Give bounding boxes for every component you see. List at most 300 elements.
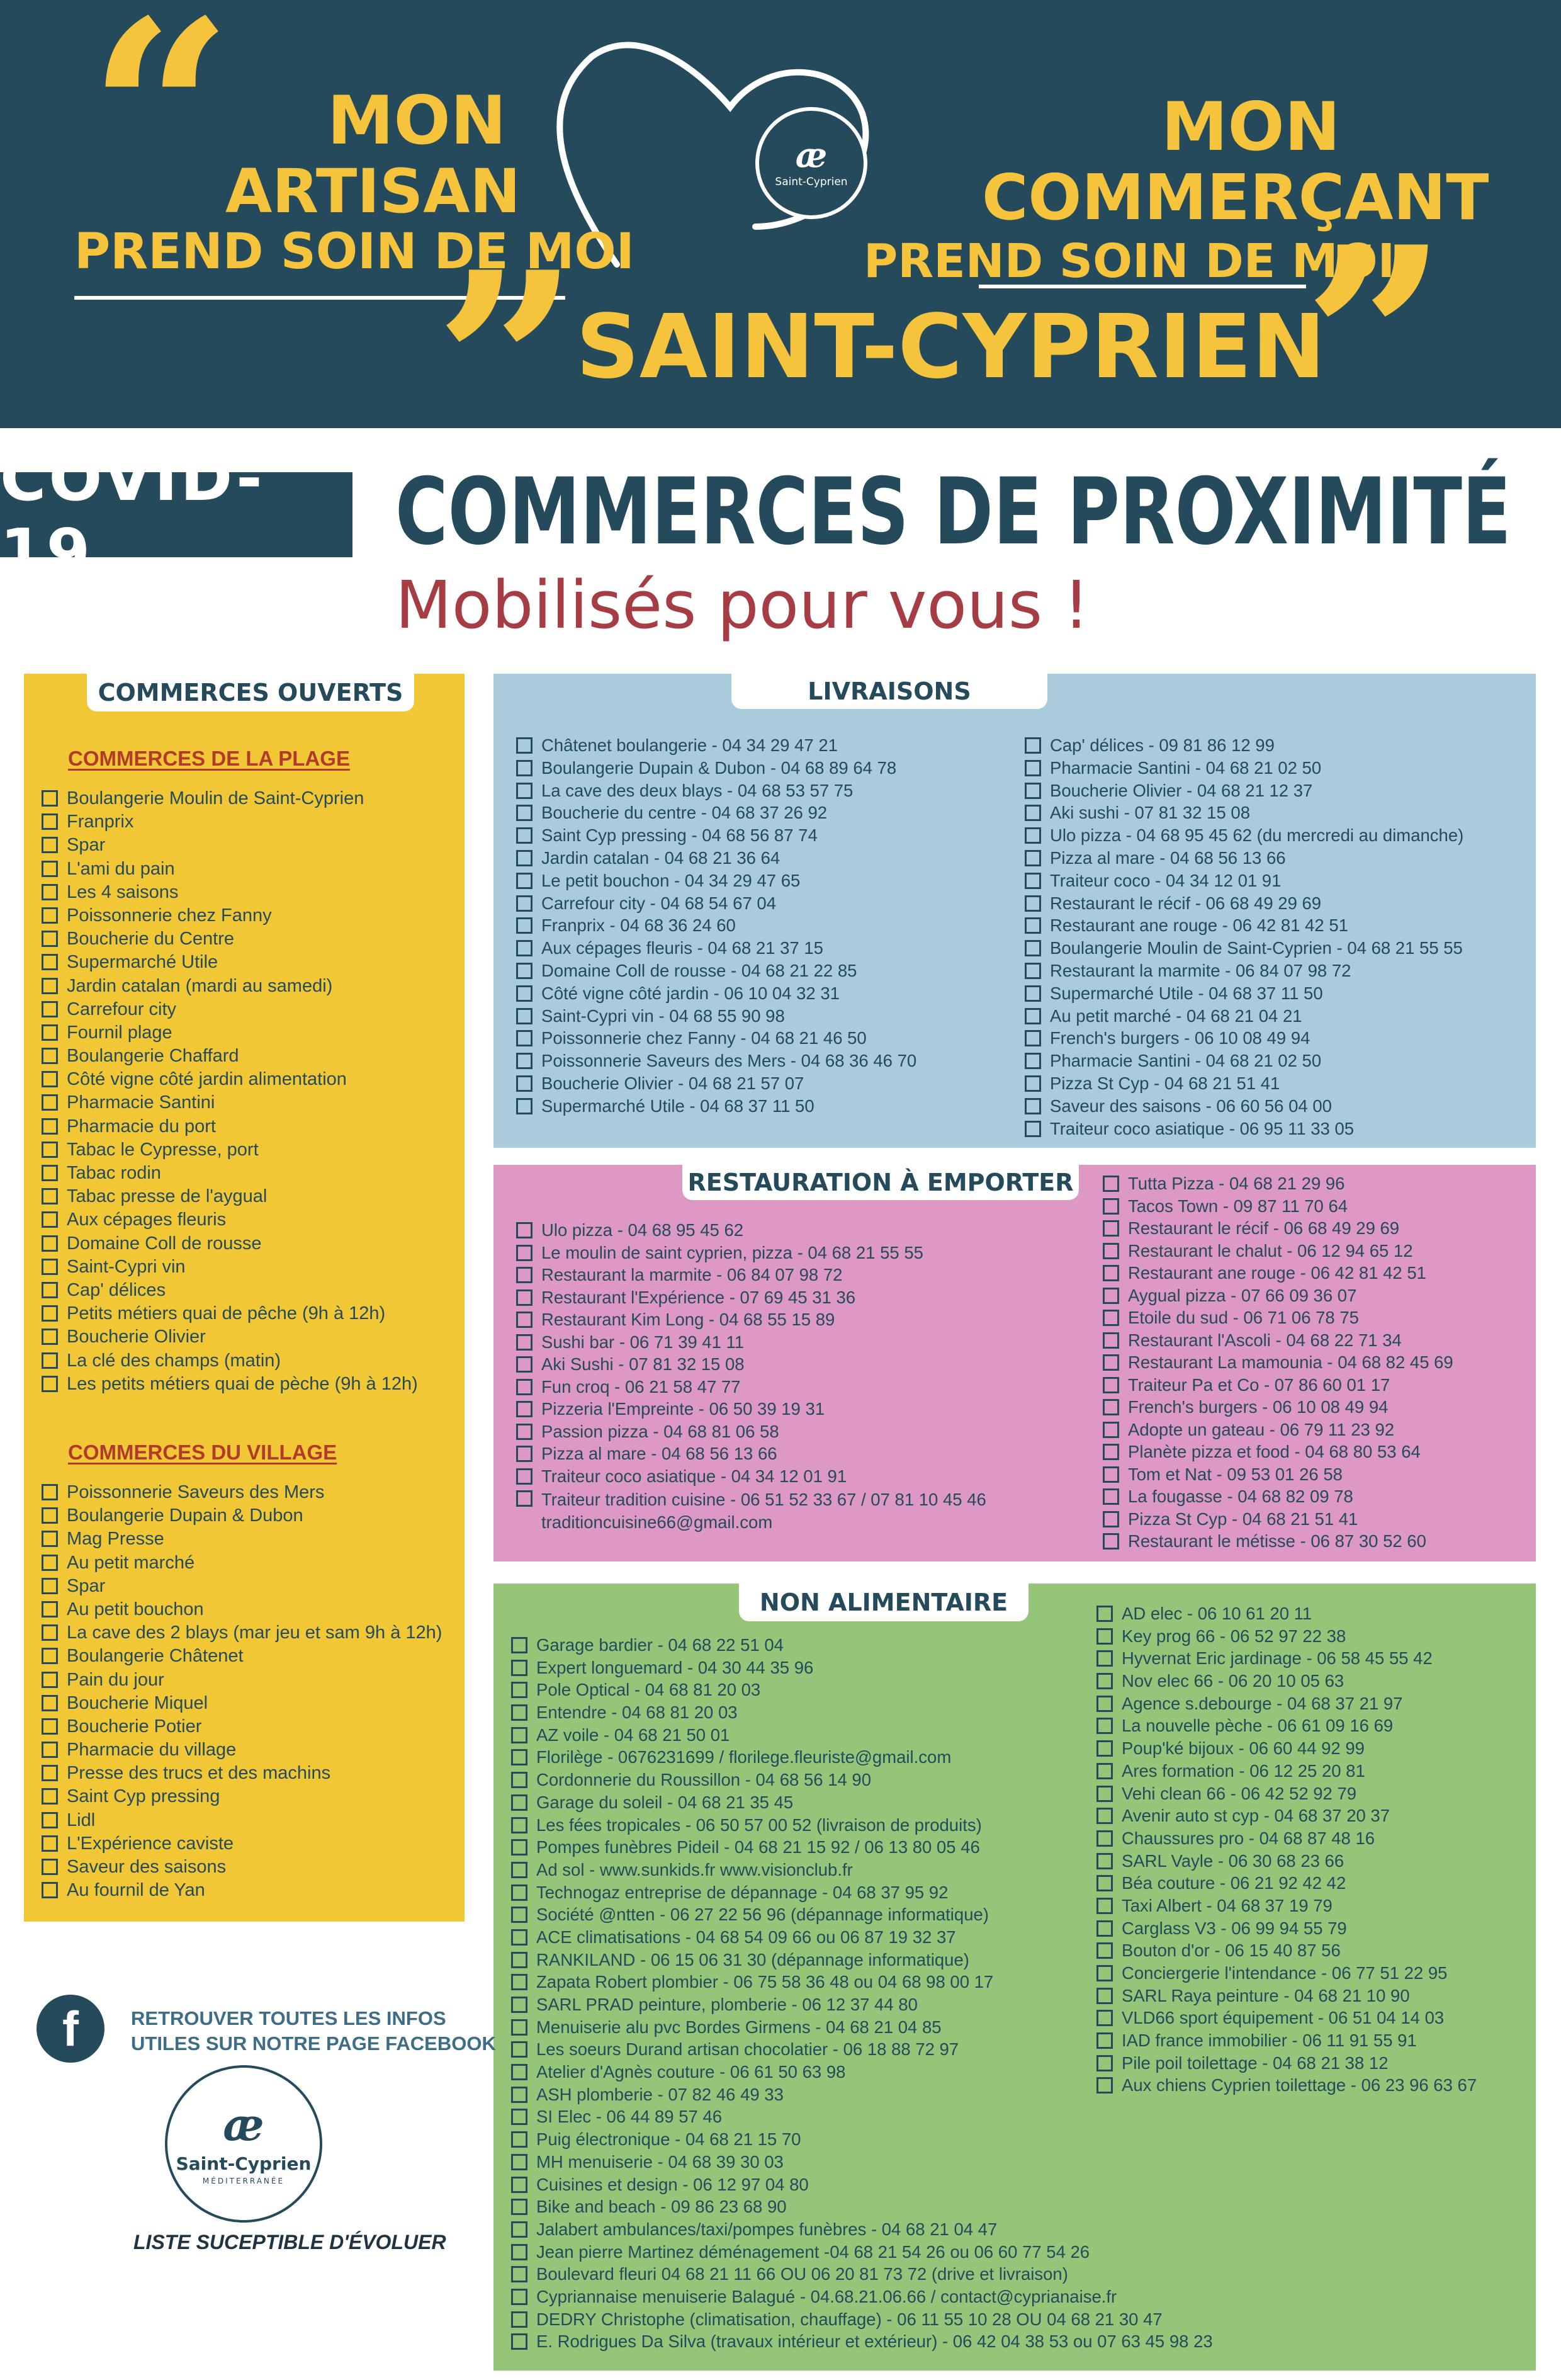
list-item-label: Cordonnerie du Roussillon - 04 68 56 14 90 [536, 1770, 872, 1790]
checkbox-icon[interactable] [511, 2199, 527, 2215]
checkbox-icon[interactable] [511, 1727, 527, 1743]
list-item-label: Pizza St Cyp - 04 68 21 51 41 [1128, 1509, 1358, 1529]
list-item [516, 871, 916, 893]
checkbox-icon[interactable] [516, 1053, 533, 1069]
checkbox-icon[interactable] [516, 1098, 533, 1114]
list-item-label: Bouton d'or - 06 15 40 87 56 [1122, 1941, 1341, 1961]
list-item-label: Aux cépages fleuris - 04 68 21 37 15 [541, 938, 823, 958]
checkbox-icon[interactable] [42, 1507, 58, 1524]
checkbox-icon[interactable] [1025, 1075, 1041, 1092]
list-item [1025, 825, 1463, 848]
checkbox-icon[interactable] [511, 2087, 527, 2103]
checkbox-icon[interactable] [42, 1211, 58, 1228]
list-item-label: Boulangerie Chaffard [67, 1046, 239, 1067]
checkbox-icon[interactable] [511, 1794, 527, 1811]
list-item [511, 2129, 1213, 2152]
checkbox-icon[interactable] [516, 1490, 533, 1507]
list-item-label: La cave des deux blays - 04 68 53 57 75 [541, 780, 854, 800]
checkbox-icon[interactable] [511, 2131, 527, 2148]
checkbox-icon[interactable] [1096, 1696, 1113, 1712]
checkbox-icon[interactable] [1103, 1198, 1119, 1215]
checkbox-icon[interactable] [42, 1142, 58, 1158]
list-item [1025, 1096, 1463, 1119]
checkbox-icon[interactable] [511, 2177, 527, 2193]
list-item [1096, 1918, 1477, 1941]
checkbox-icon[interactable] [1025, 737, 1041, 754]
checkbox-icon[interactable] [516, 1289, 533, 1306]
list-item-label: Pizza al mare - 04 68 56 13 66 [1050, 847, 1286, 868]
list-item-label: Boulangerie Dupain & Dubon - 04 68 89 64 78 [541, 757, 897, 778]
list-item [1096, 2053, 1477, 2076]
checkbox-icon[interactable] [1103, 1399, 1119, 1415]
facebook-icon[interactable]: f [37, 1995, 104, 2063]
checkbox-icon[interactable] [42, 1812, 58, 1828]
list-item [42, 1163, 418, 1186]
checkbox-icon[interactable] [42, 1118, 58, 1135]
list-item [42, 999, 418, 1023]
checkbox-icon[interactable] [1025, 783, 1041, 799]
checkbox-icon[interactable] [1025, 1053, 1041, 1069]
list-item-label: Cypriannaise menuiserie Balagué - 04.68.21.06.66 / contact@cyprianaise.fr [536, 2286, 1117, 2306]
list-item-label: Saveur des saisons [67, 1857, 227, 1877]
list-item [42, 859, 418, 882]
checkbox-icon[interactable] [1103, 1377, 1119, 1393]
checkbox-icon[interactable] [42, 1484, 58, 1500]
checkbox-icon[interactable] [1025, 873, 1041, 889]
checkbox-icon[interactable] [1096, 1942, 1113, 1959]
checkbox-icon[interactable] [511, 1929, 527, 1946]
list-item [42, 1374, 418, 1397]
list-item-label: Tabac le Cypresse, port [67, 1139, 259, 1160]
checkbox-icon[interactable] [511, 1952, 527, 1968]
list-item [511, 2264, 1213, 2287]
checkbox-icon[interactable] [511, 1817, 527, 1833]
checkbox-icon[interactable] [42, 790, 58, 807]
list-item-label: Agence s.debourge - 04 68 37 21 97 [1122, 1693, 1403, 1713]
checkbox-icon[interactable] [511, 2333, 527, 2350]
checkbox-icon[interactable] [516, 1008, 533, 1024]
list-item [1096, 2075, 1477, 2098]
checkbox-icon[interactable] [42, 861, 58, 877]
list-item [42, 1857, 442, 1880]
checkbox-icon[interactable] [516, 737, 533, 754]
list-item-label: Boucherie Potier [67, 1716, 202, 1737]
list-item [516, 1006, 916, 1029]
checkbox-icon[interactable] [1103, 1466, 1119, 1483]
list-item [516, 1377, 1020, 1400]
list-item-label: Saint Cyp pressing - 04 68 56 87 74 [541, 825, 818, 846]
checkbox-icon[interactable] [42, 1352, 58, 1369]
checkbox-icon[interactable] [42, 1235, 58, 1252]
checkbox-icon[interactable] [511, 2311, 527, 2328]
checkbox-icon[interactable] [42, 1835, 58, 1852]
list-item-label: Spar [67, 835, 106, 856]
checkbox-icon[interactable] [1096, 1718, 1113, 1734]
list-item-label: Tutta Pizza - 04 68 21 29 96 [1128, 1174, 1345, 1193]
checkbox-icon[interactable] [1096, 1965, 1113, 1981]
list-item-label: Béa couture - 06 21 92 42 42 [1122, 1873, 1346, 1893]
checkbox-icon[interactable] [42, 907, 58, 924]
list-item-label: Supermarché Utile - 04 68 37 11 50 [1050, 983, 1323, 1003]
checkbox-icon[interactable] [1096, 1875, 1113, 1891]
checkbox-icon[interactable] [42, 1094, 58, 1111]
checkbox-icon[interactable] [516, 895, 533, 912]
list-item [516, 1488, 1020, 1534]
checkbox-icon[interactable] [42, 1578, 58, 1594]
checkbox-icon[interactable] [42, 1024, 58, 1041]
checkbox-icon[interactable] [516, 873, 533, 889]
panel-title: RESTAURATION À EMPORTER [682, 1165, 1079, 1200]
section-heading-village: COMMERCES DU VILLAGE [68, 1441, 337, 1464]
checkbox-icon[interactable] [42, 1788, 58, 1805]
checkbox-icon[interactable] [516, 1267, 533, 1283]
list-item-label: Côté vigne côté jardin - 06 10 04 32 31 [541, 983, 840, 1003]
list-item [42, 788, 418, 812]
checkbox-icon[interactable] [1025, 963, 1041, 979]
checkbox-icon[interactable] [511, 1772, 527, 1788]
list-item-label: Menuiserie alu pvc Bordes Girmens - 04 68 21 04 85 [536, 2017, 942, 2037]
checkbox-icon[interactable] [516, 1468, 533, 1485]
checkbox-icon[interactable] [1025, 1098, 1041, 1114]
checkbox-icon[interactable] [42, 1282, 58, 1298]
checkbox-icon[interactable] [1096, 1628, 1113, 1645]
checkbox-icon[interactable] [42, 1071, 58, 1087]
checkbox-icon[interactable] [42, 1672, 58, 1688]
checkbox-icon[interactable] [511, 1637, 527, 1653]
checkbox-icon[interactable] [1096, 1830, 1113, 1847]
list-item-label: Franprix - 04 68 36 24 60 [541, 915, 736, 936]
checkbox-icon[interactable] [1096, 1898, 1113, 1914]
checkbox-icon[interactable] [511, 1997, 527, 2013]
list-item [1103, 1263, 1453, 1286]
checkbox-icon[interactable] [516, 985, 533, 1002]
list-item [42, 1092, 418, 1116]
list-item-label: Boucherie du Centre [67, 929, 234, 949]
list-item-label: Boucherie Olivier - 04 68 21 12 37 [1050, 780, 1313, 800]
checkbox-icon[interactable] [1103, 1444, 1119, 1460]
list-item [516, 1332, 1020, 1355]
checkbox-icon[interactable] [511, 1974, 527, 1990]
page-title: COMMERCES DE PROXIMITÉ [395, 458, 1511, 565]
list-item [516, 938, 916, 961]
list-item-label: MH menuiserie - 04 68 39 30 03 [536, 2151, 784, 2172]
checkbox-icon[interactable] [1096, 1988, 1113, 2004]
checkbox-icon[interactable] [516, 940, 533, 956]
checkbox-icon[interactable] [1025, 985, 1041, 1002]
checkbox-icon[interactable] [42, 1329, 58, 1345]
list-item-label: Poissonnerie Saveurs des Mers - 04 68 36 46 70 [541, 1051, 917, 1071]
checkbox-icon[interactable] [1096, 1853, 1113, 1869]
list-item [42, 1327, 418, 1350]
list-item [1096, 1604, 1477, 1626]
list-item-label: Aux chiens Cyprien toilettage - 06 23 96 63 67 [1122, 2075, 1477, 2095]
checkbox-icon[interactable] [42, 1165, 58, 1181]
list-item [42, 812, 418, 835]
checkbox-icon[interactable] [1096, 2055, 1113, 2071]
list-item [1096, 2031, 1477, 2053]
list-item-label: Carrefour city [67, 999, 177, 1019]
panel-title: NON ALIMENTAIRE [739, 1584, 1028, 1621]
checkbox-icon[interactable] [516, 1424, 533, 1440]
list-item-label: Saint Cyp pressing [67, 1786, 220, 1807]
covid-badge: COVID-19 [0, 472, 352, 557]
checkbox-icon[interactable] [1103, 1220, 1119, 1237]
checkbox-icon[interactable] [42, 1859, 58, 1875]
banner-mon-right: MON [1161, 88, 1341, 166]
list-item [1096, 1784, 1477, 1806]
list-item [42, 1303, 418, 1327]
checkbox-icon[interactable] [42, 1695, 58, 1711]
checkbox-icon[interactable] [42, 1376, 58, 1392]
list-item-label: Saint-Cypri vin [67, 1256, 186, 1277]
checkbox-icon[interactable] [511, 1884, 527, 1901]
list-item-label: Restaurant l'Expérience - 07 69 45 31 36 [541, 1287, 856, 1307]
list-item [42, 1740, 442, 1763]
checkbox-icon[interactable] [1096, 1763, 1113, 1779]
checkbox-icon[interactable] [42, 978, 58, 994]
checkbox-icon[interactable] [42, 1648, 58, 1664]
list-item-label: Florilège - 0676231699 / florilege.fleuriste@gmail.com [536, 1747, 952, 1767]
checkbox-icon[interactable] [1096, 1740, 1113, 1757]
checkbox-icon[interactable] [1025, 1030, 1041, 1046]
list-item [516, 1265, 1020, 1288]
checkbox-icon[interactable] [42, 1531, 58, 1547]
checkbox-icon[interactable] [516, 1312, 533, 1328]
list-item-label: Cap' délices [67, 1279, 166, 1300]
list-item-label: Tabac presse de l'aygual [67, 1186, 268, 1207]
checkbox-icon[interactable] [42, 837, 58, 853]
checkbox-icon[interactable] [511, 2041, 527, 2058]
checkbox-icon[interactable] [516, 760, 533, 776]
list-non-alimentaire-col2 [1096, 1604, 1477, 2098]
banner-prend-soin-left: PREND SOIN DE MOI [74, 224, 634, 280]
list-item [1096, 1963, 1477, 1986]
list-item [516, 781, 916, 803]
checkbox-icon[interactable] [1103, 1354, 1119, 1371]
list-item [516, 1028, 916, 1051]
list-item-label: Côté vigne côté jardin alimentation [67, 1069, 347, 1090]
checkbox-icon[interactable] [511, 1907, 527, 1923]
checkbox-icon[interactable] [516, 827, 533, 844]
checkbox-icon[interactable] [42, 1742, 58, 1758]
list-item [42, 1599, 442, 1623]
checkbox-icon[interactable] [511, 1660, 527, 1676]
checkbox-icon[interactable] [1103, 1422, 1119, 1438]
checkbox-icon[interactable] [511, 1682, 527, 1698]
checkbox-icon[interactable] [1025, 760, 1041, 776]
checkbox-icon[interactable] [1096, 1786, 1113, 1802]
list-item [42, 1810, 442, 1833]
checkbox-icon[interactable] [511, 2019, 527, 2036]
list-item [1025, 915, 1463, 938]
list-item-label: Etoile du sud - 06 71 06 78 75 [1128, 1308, 1359, 1327]
checkbox-icon[interactable] [1096, 2077, 1113, 2094]
checkbox-icon[interactable] [1103, 1310, 1119, 1326]
checkbox-icon[interactable] [1096, 1650, 1113, 1667]
checkbox-icon[interactable] [42, 1555, 58, 1571]
logo-mark-icon: æ [223, 2098, 264, 2151]
checkbox-icon[interactable] [42, 1882, 58, 1898]
list-item [42, 1046, 418, 1069]
checkbox-icon[interactable] [42, 1718, 58, 1735]
checkbox-icon[interactable] [42, 1259, 58, 1275]
checkbox-icon[interactable] [516, 805, 533, 821]
checkbox-icon[interactable] [42, 931, 58, 947]
checkbox-icon[interactable] [511, 1862, 527, 1878]
list-item-label: Tom et Nat - 09 53 01 26 58 [1128, 1464, 1343, 1484]
list-item-label: Ad sol - www.sunkids.fr www.visionclub.fr [536, 1859, 853, 1879]
checkbox-icon[interactable] [1103, 1488, 1119, 1505]
list-item-label: Boucherie Miquel [67, 1692, 208, 1713]
list-item [1096, 1986, 1477, 2009]
checkbox-icon[interactable] [42, 813, 58, 830]
checkbox-icon[interactable] [516, 850, 533, 866]
list-item-label: Pharmacie du port [67, 1116, 216, 1136]
checkbox-icon[interactable] [1025, 895, 1041, 912]
list-item-label: Pompes funèbres Pideil - 04 68 21 15 92 / 06 13 80 05 46 [536, 1837, 980, 1857]
checkbox-icon[interactable] [1025, 1121, 1041, 1137]
checkbox-icon[interactable] [516, 917, 533, 934]
checkbox-icon[interactable] [516, 1401, 533, 1417]
checkbox-icon[interactable] [511, 1839, 527, 1856]
checkbox-icon[interactable] [516, 1334, 533, 1351]
checkbox-icon[interactable] [42, 1001, 58, 1017]
saint-cyprien-logo [755, 107, 867, 219]
checkbox-icon[interactable] [511, 1749, 527, 1765]
list-item-label: Planète pizza et food - 04 68 80 53 64 [1128, 1442, 1421, 1461]
list-item [516, 1466, 1020, 1489]
list-item-label: Cuisines et design - 06 12 97 04 80 [536, 2174, 809, 2194]
checkbox-icon[interactable] [516, 1356, 533, 1373]
checkbox-icon[interactable] [1096, 2032, 1113, 2049]
checkbox-icon[interactable] [1103, 1332, 1119, 1349]
checkbox-icon[interactable] [42, 1601, 58, 1618]
panel-restauration [493, 1165, 1536, 1561]
list-item [511, 2287, 1213, 2309]
checkbox-icon[interactable] [1096, 1606, 1113, 1622]
list-item-label: Traiteur Pa et Co - 07 86 60 01 17 [1128, 1374, 1390, 1395]
list-item [1096, 1828, 1477, 1851]
list-item [516, 1399, 1020, 1422]
checkbox-icon[interactable] [1025, 827, 1041, 844]
checkbox-icon[interactable] [1103, 1511, 1119, 1527]
list-item [42, 1210, 418, 1233]
checkbox-icon[interactable] [516, 1245, 533, 1261]
checkbox-icon[interactable] [1096, 1808, 1113, 1824]
checkbox-icon[interactable] [1025, 1008, 1041, 1024]
checkbox-icon[interactable] [1025, 805, 1041, 821]
checkbox-icon[interactable] [516, 1075, 533, 1092]
checkbox-icon[interactable] [42, 1765, 58, 1781]
list-item-label: Boulangerie Moulin de Saint-Cyprien [67, 788, 364, 808]
checkbox-icon[interactable] [42, 1048, 58, 1064]
checkbox-icon[interactable] [1025, 917, 1041, 934]
open-quote-icon: “ [88, 0, 234, 261]
checkbox-icon[interactable] [511, 2244, 527, 2260]
list-item [1103, 1330, 1453, 1353]
checkbox-icon[interactable] [1096, 1673, 1113, 1689]
checkbox-icon[interactable] [42, 1624, 58, 1641]
list-item [1096, 1761, 1477, 1784]
checkbox-icon[interactable] [42, 1188, 58, 1204]
banner-mon-left: MON [327, 82, 507, 159]
close-quote-icon: ” [434, 217, 580, 428]
list-item [42, 1553, 442, 1576]
list-item-label: Société @ntten - 06 27 22 56 96 (dépannage informatique) [536, 1905, 989, 1925]
checkbox-icon[interactable] [511, 2221, 527, 2238]
list-item-label: Ares formation - 06 12 25 20 81 [1122, 1760, 1365, 1781]
list-item-label: Pharmacie Santini [67, 1092, 215, 1113]
list-item-label: Avenir auto st cyp - 04 68 37 20 37 [1122, 1806, 1390, 1826]
list-item [516, 1243, 1020, 1266]
list-item-label: Passion pizza - 04 68 81 06 58 [541, 1421, 779, 1441]
checkbox-icon[interactable] [1103, 1288, 1119, 1304]
list-item-label: Carglass V3 - 06 99 94 55 79 [1122, 1918, 1347, 1938]
checkbox-icon[interactable] [1025, 850, 1041, 866]
checkbox-icon[interactable] [1025, 940, 1041, 956]
checkbox-icon[interactable] [516, 1222, 533, 1238]
list-item [42, 1069, 418, 1092]
checkbox-icon[interactable] [516, 963, 533, 979]
list-item-label: Boulangerie Dupain & Dubon [67, 1505, 303, 1526]
list-item-label: Restaurant l'Ascoli - 04 68 22 71 34 [1128, 1330, 1402, 1350]
panel-commerces-ouverts [24, 674, 465, 1922]
list-item [1025, 803, 1463, 825]
list-item-label: Traiteur tradition cuisine - 06 51 52 33 67 / 07 81 10 45 46 traditioncuisine66@gmail.com [541, 1490, 986, 1532]
saint-cyprien-footer-logo [165, 2065, 322, 2223]
list-item [42, 1833, 442, 1857]
checkbox-icon[interactable] [516, 1379, 533, 1395]
list-item-label: Supermarché Utile - 04 68 37 11 50 [541, 1096, 814, 1116]
checkbox-icon[interactable] [1103, 1243, 1119, 1259]
list-item-label: Les soeurs Durand artisan chocolatier - 06 18 88 72 97 [536, 2039, 959, 2060]
checkbox-icon[interactable] [1103, 1176, 1119, 1192]
list-item [516, 1422, 1020, 1444]
list-item-label: Carrefour city - 04 68 54 67 04 [541, 893, 776, 913]
checkbox-icon[interactable] [516, 783, 533, 799]
checkbox-icon[interactable] [511, 1704, 527, 1721]
list-item-label: Franprix [67, 812, 134, 832]
checkbox-icon[interactable] [42, 954, 58, 970]
list-item [516, 915, 916, 938]
list-item-label: French's burgers - 06 10 08 49 94 [1050, 1028, 1310, 1048]
list-item-label: Pole Optical - 04 68 81 20 03 [536, 1680, 761, 1700]
facebook-line-2: UTILES SUR NOTRE PAGE FACEBOOK [131, 2032, 496, 2054]
checkbox-icon[interactable] [511, 2154, 527, 2170]
checkbox-icon[interactable] [511, 2266, 527, 2282]
list-item-label: Jardin catalan - 04 68 21 36 64 [541, 847, 780, 868]
list-item-label: Fun croq - 06 21 58 47 77 [541, 1376, 741, 1397]
list-item-label: Pizzeria l'Empreinte - 06 50 39 19 31 [541, 1399, 825, 1419]
logo-text: Saint-Cyprien [176, 2153, 312, 2174]
list-item-label: L'Expérience caviste [67, 1833, 234, 1854]
checkbox-icon[interactable] [511, 2289, 527, 2305]
checkbox-icon[interactable] [516, 1446, 533, 1462]
checkbox-icon[interactable] [1103, 1533, 1119, 1550]
checkbox-icon[interactable] [1103, 1265, 1119, 1281]
checkbox-icon[interactable] [511, 2064, 527, 2080]
checkbox-icon[interactable] [516, 1030, 533, 1046]
checkbox-icon[interactable] [1096, 1920, 1113, 1937]
facebook-link[interactable] [131, 2006, 496, 2056]
checkbox-icon[interactable] [511, 2109, 527, 2125]
list-item [516, 848, 916, 871]
checkbox-icon[interactable] [1096, 2010, 1113, 2026]
checkbox-icon[interactable] [42, 1305, 58, 1322]
checkbox-icon[interactable] [42, 884, 58, 900]
list-item [516, 803, 916, 825]
list-item-label: L'ami du pain [67, 858, 175, 879]
